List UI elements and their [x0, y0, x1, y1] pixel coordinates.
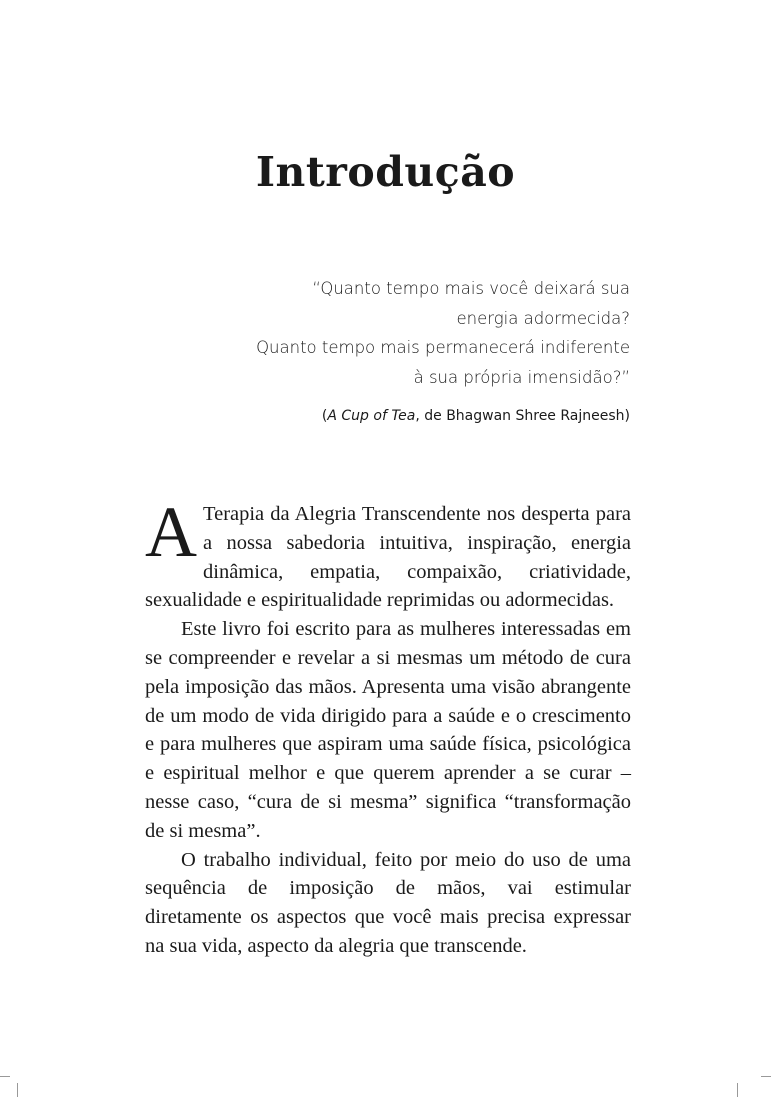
- epigraph-line: Quanto tempo mais permanecerá indiferente: [256, 338, 630, 357]
- paragraph-1: [145, 492, 631, 615]
- crop-mark: [0, 1076, 10, 1077]
- epigraph-line: energia adormecida?: [456, 308, 630, 328]
- epigraph-attribution: [200, 408, 630, 424]
- body-text: [145, 492, 631, 961]
- epigraph-line: à sua própria imensidão?”: [413, 367, 630, 387]
- attribution-author: , de Bhagwan Shree Rajneesh): [415, 408, 630, 424]
- epigraph: [200, 274, 630, 392]
- drop-cap: A: [145, 492, 197, 572]
- crop-mark: [761, 1076, 771, 1077]
- paragraph-1-text: Terapia da Alegria Transcendente nos desperta para a nossa sabedoria intuitiva, inspiração, energia dinâmica, empatia, compaixão, criatividade, sexualidade e espiritualidade reprimidas ou adormecidas.: [145, 503, 631, 612]
- attribution-open: (: [321, 408, 328, 424]
- paragraph-3: O trabalho individual, feito por meio do uso de uma sequência de imposição de mãos, vai estimular diretamente os aspectos que você mais precisa expressar na sua vida, aspecto da alegria que transcende.: [145, 848, 631, 957]
- chapter-title: Introdução: [255, 148, 516, 196]
- crop-mark: [737, 1083, 738, 1097]
- attribution-work-title: A Cup of Tea: [327, 408, 416, 424]
- epigraph-line: “Quanto tempo mais você deixará sua: [312, 279, 630, 298]
- crop-mark: [17, 1083, 18, 1097]
- paragraph-2: Este livro foi escrito para as mulheres interessadas em se compreender e revelar a si mesmas um método de cura pela imposição das mãos. Apresenta uma visão abrangente de um modo de vida dirigido para a saúde e o crescimento e para mulheres que aspiram uma saúde física, psicológica e espiritual melhor e que querem aprender a se curar – nesse caso, “cura de si mesma” significa “transformação de si mesma”.: [145, 618, 631, 842]
